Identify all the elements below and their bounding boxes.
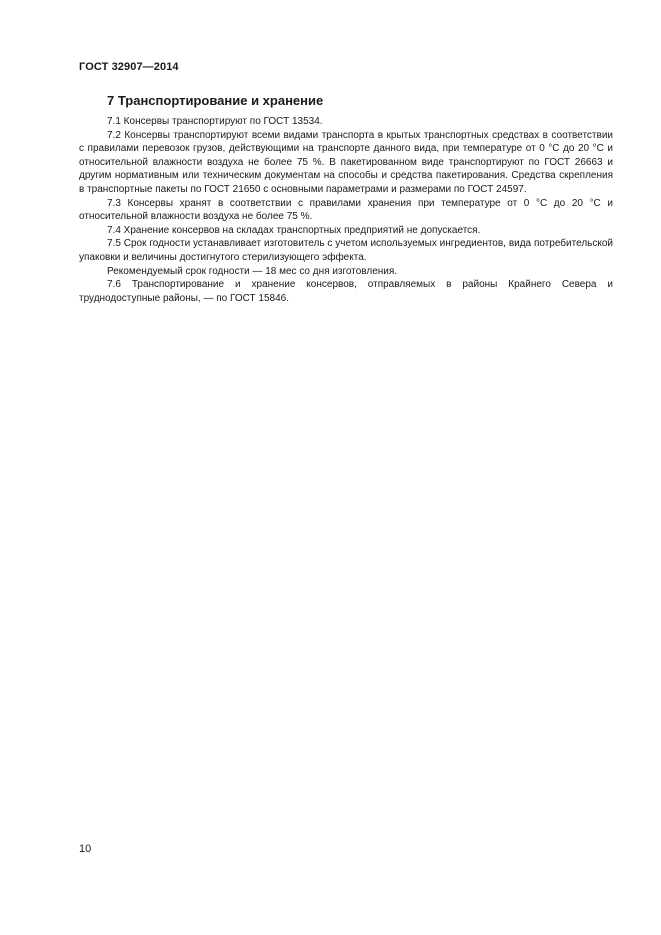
paragraph-7-3: 7.3 Консервы хранят в соответствии с правилами хранения при температуре от 0 °С до 20 °С и относительной влажности воздуха не более 75 %.	[79, 197, 613, 223]
section-body	[79, 115, 613, 305]
paragraph-7-5: 7.5 Срок годности устанавливает изготовитель с учетом используемых ингредиентов, вида потребительской упаковки и величины достигнутого стерилизующего эффекта.	[79, 238, 613, 263]
paragraph-7-2: 7.2 Консервы транспортируют всеми видами транспорта в крытых транспортных средствах в соответствии с правилами перевозок грузов, действующими на транспорте данного вида, при температуре от 0 °С до 20 °С и относительной влажности воздуха не более 75 %. В пакетированном виде транспортируют по ГОСТ 26663 и другим нормативным или техническим документам на способы и средства пакетирования. Средства скрепления в транспортные пакеты по ГОСТ 21650 с основными параметрами и размерами по ГОСТ 24597.	[79, 129, 613, 195]
paragraph-7-4: 7.4 Хранение консервов на складах транспортных предприятий не допускается.	[107, 224, 481, 236]
paragraph-shelf-life: Рекомендуемый срок годности — 18 мес со дня изготовления.	[107, 265, 398, 277]
page-header: ГОСТ 32907—2014	[79, 61, 179, 73]
page-number: 10	[79, 843, 92, 855]
paragraph-7-6: 7.6 Транспортирование и хранение консервов, отправляемых в районы Крайнего Севера и труднодоступные районы, — по ГОСТ 15846.	[79, 279, 613, 304]
paragraph-7-1: 7.1 Консервы транспортируют по ГОСТ 13534.	[107, 116, 323, 127]
section-title: 7 Транспортирование и хранение	[107, 93, 324, 108]
